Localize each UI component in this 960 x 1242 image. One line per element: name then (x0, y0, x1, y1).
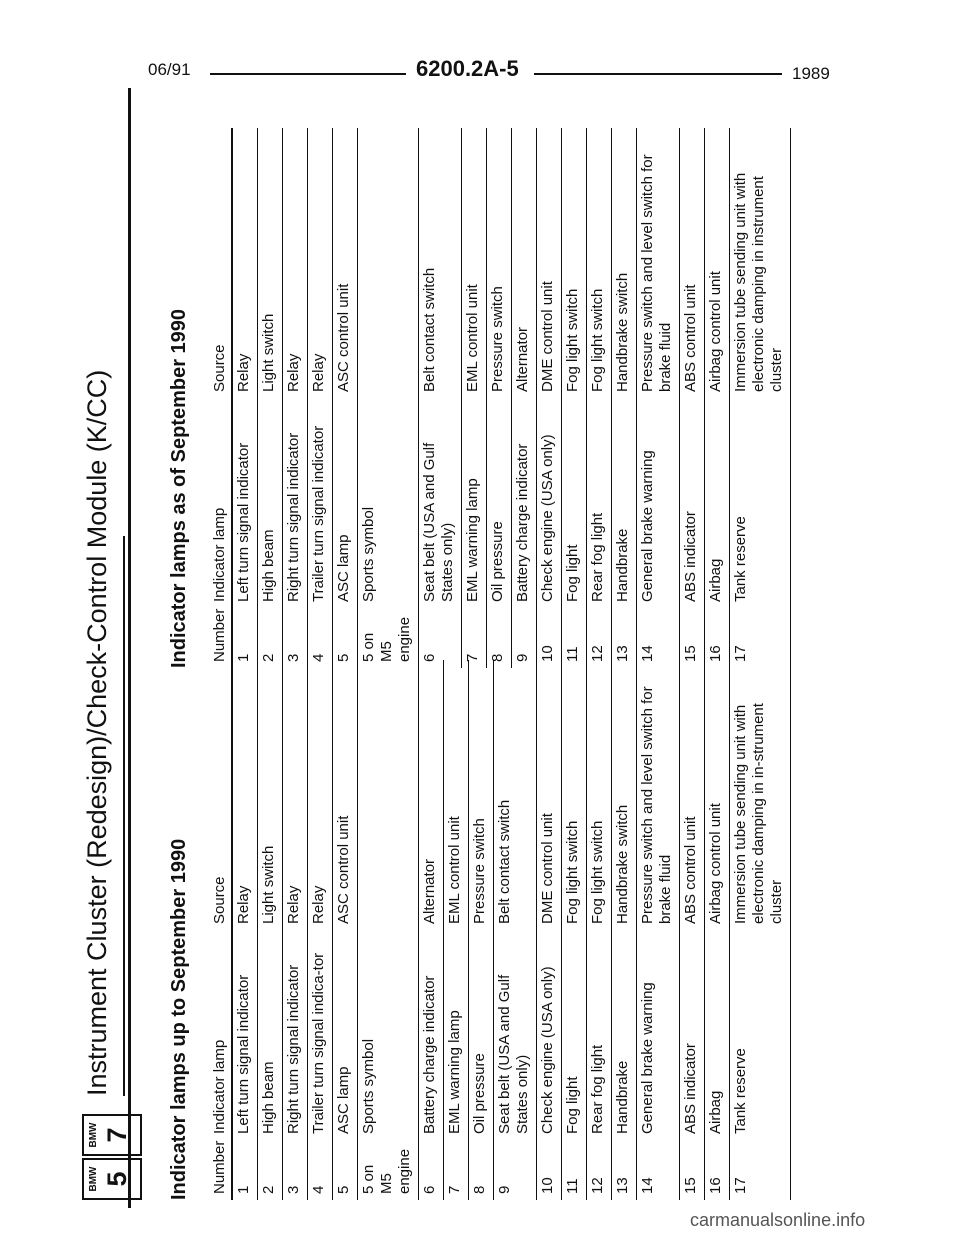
cell-source: EML control unit (444, 660, 469, 930)
header-rule-left (210, 73, 406, 75)
cell-indicator-lamp: Oil pressure (469, 930, 494, 1140)
header-rule-right (534, 73, 782, 75)
section-title: Indicator lamps as of September 1990 (168, 308, 190, 668)
watermark: carmanualsonline.info (690, 1210, 866, 1230)
cell-source: Pressure switch (469, 660, 494, 930)
cell-number: 3 (283, 1140, 308, 1200)
cell-number: 5 (333, 608, 358, 668)
cell-source: Pressure switch and level switch for brake fluid (637, 128, 680, 398)
cell-number: 7 (444, 1140, 469, 1200)
cell-source: Alternator (512, 128, 537, 398)
cell-indicator-lamp: General brake warning (637, 398, 680, 608)
cell-number: 14 (637, 608, 680, 668)
cell-number: 16 (705, 608, 730, 668)
cell-source: Relay (283, 660, 308, 930)
cell-source (358, 128, 419, 398)
cell-number: 5 (333, 1140, 358, 1200)
table-row (680, 660, 705, 1200)
cell-indicator-lamp: Seat belt (USA and Gulf States only) (494, 930, 537, 1140)
cell-indicator-lamp: Fog light (562, 398, 587, 608)
cell-source: Airbag control unit (705, 128, 730, 398)
cell-number: 14 (637, 1140, 680, 1200)
cell-source: Relay (308, 660, 333, 930)
cell-indicator-lamp: Rear fog light (587, 398, 612, 608)
table-row (680, 128, 705, 668)
cell-number: 15 (680, 1140, 705, 1200)
cell-number: 4 (308, 1140, 333, 1200)
header-year: 1989 (792, 64, 830, 83)
cell-indicator-lamp: Right turn signal indicator (283, 930, 308, 1140)
cell-indicator-lamp: ABS indicator (680, 398, 705, 608)
cell-source: Belt contact switch (419, 128, 462, 398)
cell-number: 13 (612, 608, 637, 668)
cell-indicator-lamp: Airbag (705, 930, 730, 1140)
cell-number: 17 (730, 608, 791, 668)
cell-number: 2 (258, 608, 283, 668)
table-row (637, 128, 680, 668)
badge-cell (82, 1114, 142, 1156)
cell-number: 6 (419, 1140, 444, 1200)
badge-brand: BMW (88, 1122, 99, 1148)
cell-indicator-lamp: Tank reserve (730, 930, 791, 1140)
cell-source: Alternator (419, 660, 444, 930)
cell-indicator-lamp: Check engine (USA only) (537, 930, 562, 1140)
cell-indicator-lamp: Oil pressure (487, 398, 512, 608)
cell-source: Relay (232, 660, 258, 930)
table-row (537, 128, 562, 668)
cell-source: Fog light switch (562, 128, 587, 398)
table-section-up-to-1990 (168, 660, 791, 1200)
cell-source: Fog light switch (587, 128, 612, 398)
cell-indicator-lamp: Check engine (USA only) (537, 398, 562, 608)
table-row (469, 660, 494, 1200)
table-section-as-of-1990 (168, 128, 791, 668)
cell-indicator-lamp: Airbag (705, 398, 730, 608)
table-row (333, 128, 358, 668)
table-row (419, 128, 462, 668)
table-row (308, 128, 333, 668)
col-header-lamp: Indicator lamp (211, 1039, 228, 1134)
cell-source: ASC control unit (333, 660, 358, 930)
cell-number: 12 (587, 1140, 612, 1200)
col-header-source: Source (211, 344, 228, 392)
table-row (258, 660, 283, 1200)
table-row (333, 660, 358, 1200)
cell-indicator-lamp: Handbrake (612, 930, 637, 1140)
cell-indicator-lamp: Battery charge indicator (512, 398, 537, 608)
cell-indicator-lamp: ASC lamp (333, 398, 358, 608)
module-title: Instrument Cluster (Redesign)/Check-Control Module (K/CC) (82, 369, 112, 1096)
indicator-table (211, 128, 791, 668)
table-row (705, 660, 730, 1200)
cell-source: Airbag control unit (705, 660, 730, 930)
cell-source: Fog light switch (587, 660, 612, 930)
cell-indicator-lamp: Left turn signal indicator (232, 930, 258, 1140)
cell-source: Immersion tube sending unit with electronic damping in instrument cluster (730, 128, 791, 398)
table-row (358, 660, 419, 1200)
cell-indicator-lamp: EML warning lamp (444, 930, 469, 1140)
cell-number: 1 (232, 1140, 258, 1200)
cell-source: Light switch (258, 128, 283, 398)
cell-indicator-lamp: Handbrake (612, 398, 637, 608)
cell-source: ABS control unit (680, 128, 705, 398)
bmw-series-badge (82, 1112, 142, 1200)
cell-source: Pressure switch and level switch for brake fluid (637, 660, 680, 930)
cell-indicator-lamp: High beam (258, 398, 283, 608)
cell-indicator-lamp: Seat belt (USA and Gulf States only) (419, 398, 462, 608)
table-row (308, 660, 333, 1200)
cell-number: 4 (308, 608, 333, 668)
table-row (419, 660, 444, 1200)
cell-source: Relay (232, 128, 258, 398)
cell-number: 3 (283, 608, 308, 668)
cell-source: ABS control unit (680, 660, 705, 930)
cell-indicator-lamp: ABS indicator (680, 930, 705, 1140)
page-header (148, 56, 848, 90)
cell-source: Handbrake switch (612, 660, 637, 930)
header-doc-number: 6200.2A-5 (416, 56, 519, 81)
badge-brand: BMW (88, 1166, 99, 1192)
cell-number: 5 on M5 engine (358, 608, 419, 668)
cell-number: 10 (537, 608, 562, 668)
cell-source: EML control unit (462, 128, 487, 398)
cell-source: Relay (308, 128, 333, 398)
cell-number: 2 (258, 1140, 283, 1200)
cell-number: 8 (469, 1140, 494, 1200)
table-row (358, 128, 419, 668)
cell-indicator-lamp: Sports symbol (358, 930, 419, 1140)
cell-number: 13 (612, 1140, 637, 1200)
table-row (512, 128, 537, 668)
cell-indicator-lamp: EML warning lamp (462, 398, 487, 608)
cell-source: DME control unit (537, 660, 562, 930)
cell-source: Immersion tube sending unit with electronic damping in in-strument cluster (730, 660, 791, 930)
cell-indicator-lamp: Tank reserve (730, 398, 791, 608)
cell-number: 17 (730, 1140, 791, 1200)
cell-number: 7 (462, 608, 487, 668)
cell-number: 15 (680, 608, 705, 668)
table-row (587, 660, 612, 1200)
table-body (232, 660, 791, 1200)
cell-number: 12 (587, 608, 612, 668)
table-row (612, 660, 637, 1200)
cell-number: 9 (512, 608, 537, 668)
cell-source: Relay (283, 128, 308, 398)
cell-number: 5 on M5 engine (358, 1140, 419, 1200)
table-row (730, 128, 791, 668)
cell-indicator-lamp: Trailer turn signal indicator (308, 398, 333, 608)
cell-indicator-lamp: High beam (258, 930, 283, 1140)
table-row (537, 660, 562, 1200)
table-row (494, 660, 537, 1200)
col-header-number: Number (211, 608, 228, 662)
cell-number: 6 (419, 608, 462, 668)
cell-number: 11 (562, 608, 587, 668)
cell-indicator-lamp: General brake warning (637, 930, 680, 1140)
indicator-table (211, 660, 791, 1200)
table-row (637, 660, 680, 1200)
cell-source: Belt contact switch (494, 660, 537, 930)
table-row (487, 128, 512, 668)
table-row (232, 660, 258, 1200)
table-row (705, 128, 730, 668)
cell-indicator-lamp: Trailer turn signal indica-tor (308, 930, 333, 1140)
table-row (587, 128, 612, 668)
cell-source (358, 660, 419, 930)
cell-indicator-lamp: Left turn signal indicator (232, 398, 258, 608)
table-row (562, 128, 587, 668)
table-row (730, 660, 791, 1200)
rotated-page-content (60, 90, 800, 1200)
cell-indicator-lamp: Right turn signal indicator (283, 398, 308, 608)
badge-series: 5 (102, 1171, 132, 1187)
cell-number: 1 (232, 608, 258, 668)
cell-source: Pressure switch (487, 128, 512, 398)
table-row (283, 128, 308, 668)
cell-number: 11 (562, 1140, 587, 1200)
col-header-lamp: Indicator lamp (211, 507, 228, 602)
cell-source: Fog light switch (562, 660, 587, 930)
table-row (232, 128, 258, 668)
table-row (444, 660, 469, 1200)
cell-number: 8 (487, 608, 512, 668)
badge-cell (82, 1158, 142, 1200)
cell-number: 9 (494, 1140, 537, 1200)
badge-series: 7 (102, 1127, 132, 1143)
cell-source: Handbrake switch (612, 128, 637, 398)
title-rule (123, 536, 125, 1096)
col-header-number: Number (211, 1140, 228, 1194)
cell-number: 10 (537, 1140, 562, 1200)
table-row (258, 128, 283, 668)
table-body (232, 128, 791, 668)
table-row (612, 128, 637, 668)
table-row (462, 128, 487, 668)
section-title: Indicator lamps up to September 1990 (168, 838, 190, 1200)
cell-source: DME control unit (537, 128, 562, 398)
cell-indicator-lamp: ASC lamp (333, 930, 358, 1140)
cell-number: 16 (705, 1140, 730, 1200)
table-row (283, 660, 308, 1200)
col-header-source: Source (211, 876, 228, 924)
cell-source: Light switch (258, 660, 283, 930)
cell-indicator-lamp: Rear fog light (587, 930, 612, 1140)
cell-indicator-lamp: Sports symbol (358, 398, 419, 608)
header-date: 06/91 (148, 60, 191, 79)
table-row (562, 660, 587, 1200)
cell-indicator-lamp: Battery charge indicator (419, 930, 444, 1140)
cell-indicator-lamp: Fog light (562, 930, 587, 1140)
cell-source: ASC control unit (333, 128, 358, 398)
